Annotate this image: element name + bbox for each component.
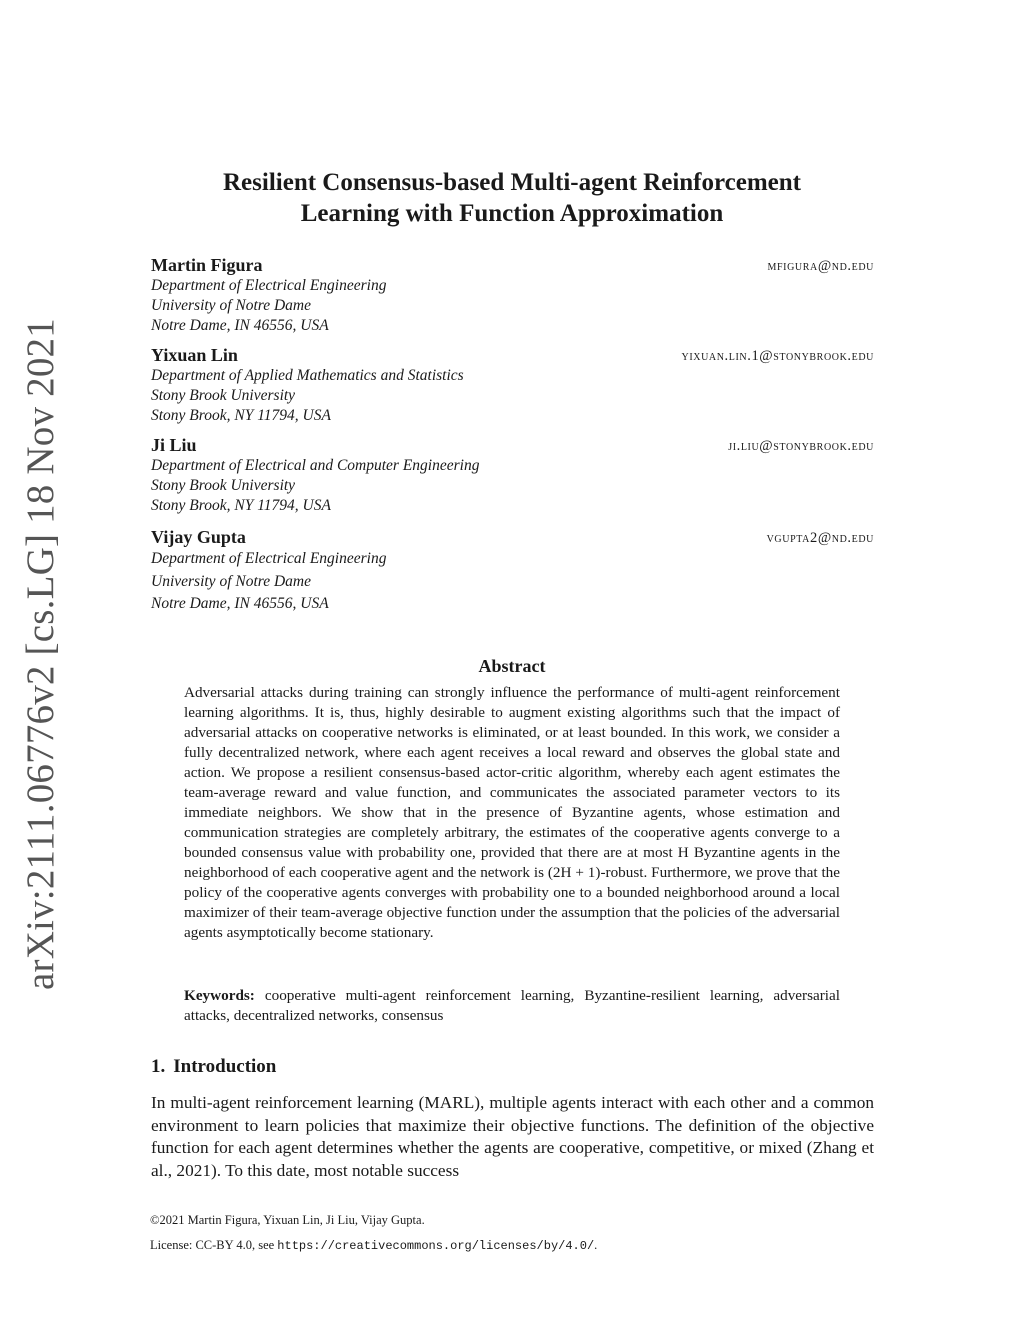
license-notice xyxy=(150,1237,597,1254)
keywords xyxy=(184,986,840,1026)
author-institution: Stony Brook University xyxy=(151,477,296,494)
author-institution: Stony Brook University xyxy=(151,387,296,404)
license-suffix: . xyxy=(594,1238,598,1252)
title-line-2: Learning with Function Approximation xyxy=(300,200,724,227)
title-line-1: Resilient Consensus-based Multi-agent Reinforcement xyxy=(223,169,801,196)
author-address: Notre Dame, IN 46556, USA xyxy=(151,595,329,612)
author-address: Stony Brook, NY 11794, USA xyxy=(151,407,331,424)
section-number: 1. xyxy=(151,1056,166,1077)
author-name: Martin Figura xyxy=(151,255,263,275)
author-email[interactable]: vgupta2@nd.edu xyxy=(766,530,874,546)
author-institution: University of Notre Dame xyxy=(151,297,311,314)
author-department: Department of Electrical Engineering xyxy=(151,277,387,294)
keywords-text: cooperative multi-agent reinforcement learning, Byzantine-resilient learning, adversarial attacks, decentralized networks, consensus xyxy=(184,987,840,1024)
paper-title xyxy=(150,167,874,229)
author-address: Notre Dame, IN 46556, USA xyxy=(151,317,329,334)
author-institution: University of Notre Dame xyxy=(151,572,311,590)
abstract-heading: Abstract xyxy=(478,656,546,676)
author-block xyxy=(151,435,874,516)
author-block xyxy=(151,345,874,426)
author-name: Vijay Gupta xyxy=(151,527,246,547)
author-email[interactable]: mfigura@nd.edu xyxy=(767,258,874,274)
author-address: Stony Brook, NY 11794, USA xyxy=(151,497,331,514)
section-heading-introduction xyxy=(151,1056,276,1078)
author-email[interactable]: ji.liu@stonybrook.edu xyxy=(728,438,874,454)
author-department: Department of Applied Mathematics and Statistics xyxy=(151,367,464,384)
author-block xyxy=(151,527,874,616)
author-name: Ji Liu xyxy=(151,435,197,455)
author-department: Department of Electrical and Computer Engineering xyxy=(151,457,480,474)
abstract-text: Adversarial attacks during training can strongly influence the performance of multi-agent reinforcement learning algorithms. It is, thus, highly desirable to augment existing algorithms such that the impact of adversarial attacks on cooperative networks is eliminated, or at least bounded. In this work, we consider a fully decentralized network, where each agent receives a local reward and observes the global state and action. We propose a resilient consensus-based actor-critic algorithm, whereby each agent estimates the team-average reward and value function, and communicates the associated parameter vectors to its immediate neighbors. We show that in the presence of Byzantine agents, whose estimation and communication strategies are completely arbitrary, the estimates of the cooperative agents converge to a bounded consensus value with probability one, provided that there are at most H Byzantine agents in the neighborhood of each cooperative agent and the network is (2H + 1)-robust. Furthermore, we prove that the policy of the cooperative agents converges with probability one to a bounded neighborhood around a local maximizer of their team-average objective function under the assumption that the policies of the adversarial agents asymptotically become stationary. xyxy=(184,684,840,941)
copyright-notice: ©2021 Martin Figura, Yixuan Lin, Ji Liu, Vijay Gupta. xyxy=(150,1213,425,1227)
license-link[interactable]: https://creativecommons.org/licenses/by/4.0/ xyxy=(277,1239,595,1253)
license-prefix: License: CC-BY 4.0, see xyxy=(150,1238,275,1252)
arxiv-identifier: arXiv:2111.06776v2 [cs.LG] 18 Nov 2021 xyxy=(19,318,62,990)
author-name: Yixuan Lin xyxy=(151,345,238,365)
section-title: Introduction xyxy=(173,1056,277,1077)
author-department: Department of Electrical Engineering xyxy=(151,550,387,567)
keywords-label: Keywords: xyxy=(184,987,255,1004)
author-email[interactable]: yixuan.lin.1@stonybrook.edu xyxy=(681,348,874,364)
introduction-paragraph: In multi-agent reinforcement learning (MARL), multiple agents interact with each other and a common environment to learn policies that maximize their objective functions. The definition of the objective function for each agent determines whether the agents are cooperative, competitive, or mixed (Zhang et al., 2021). To this date, most notable success xyxy=(151,1093,874,1180)
author-block xyxy=(151,255,874,336)
